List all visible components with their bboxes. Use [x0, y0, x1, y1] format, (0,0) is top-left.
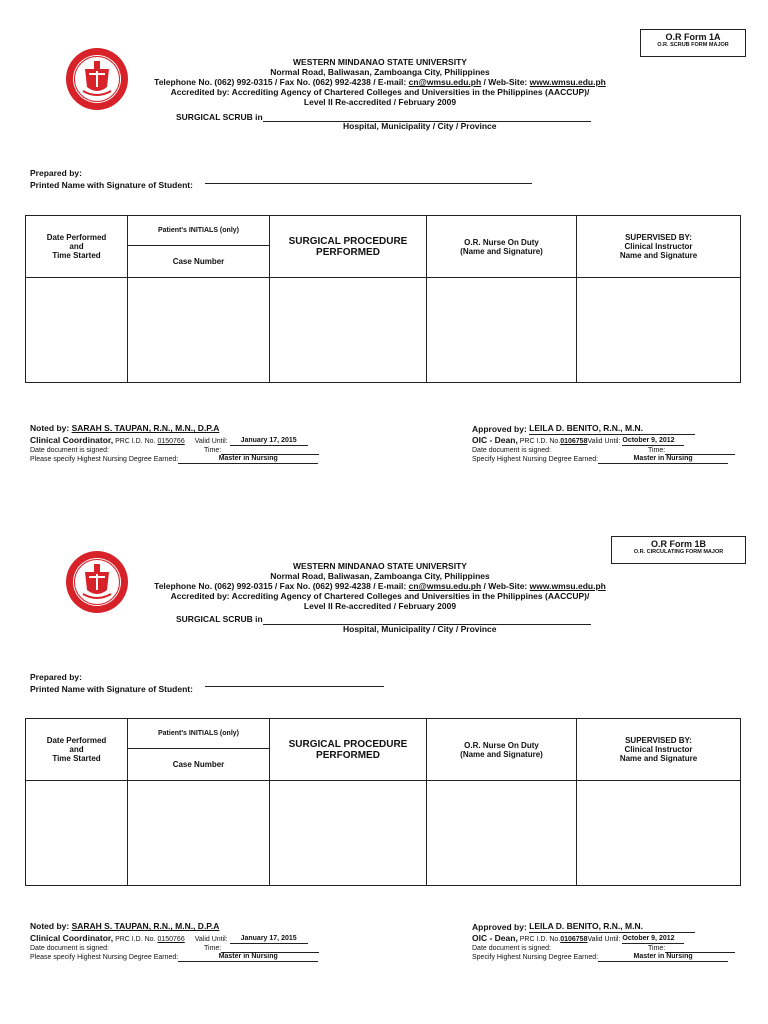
approved-name: LEILA D. BENITO, R.N., M.N.	[529, 424, 695, 435]
case-number-header: Case Number	[128, 246, 270, 278]
noted-valid-label: Valid Until:	[194, 936, 230, 943]
supervised-header	[577, 719, 741, 781]
nurse-line2: (Name and Signature)	[460, 749, 543, 759]
supervised-header	[577, 216, 741, 278]
col1-line3: Time Started	[52, 754, 101, 763]
contact-line	[150, 581, 610, 591]
approved-signed-label: Date document is signed:	[472, 447, 551, 454]
noted-prc: 0150766	[157, 438, 185, 445]
website-prefix: / Web-Site:	[481, 581, 530, 591]
procedure-line1: SURGICAL PROCEDURE	[288, 235, 408, 247]
approved-valid-label: Valid Until:	[587, 438, 623, 445]
date-time-header	[26, 719, 128, 781]
letterhead	[150, 57, 610, 107]
procedure-table	[25, 718, 741, 886]
noted-degree-label: Please specify Highest Nursing Degree Earned:	[30, 954, 179, 961]
case-number-cell[interactable]	[128, 781, 270, 886]
noted-name: SARAH S. TAUPAN, R.N., M.N., D.P.A	[71, 423, 220, 433]
procedure-line2: PERFORMED	[316, 749, 380, 761]
noted-name: SARAH S. TAUPAN, R.N., M.N., D.P.A	[71, 921, 220, 931]
surgical-scrub-label: SURGICAL SCRUB in	[176, 112, 263, 122]
email-link[interactable]: cn@wmsu.edu.ph	[408, 581, 482, 591]
noted-valid-label: Valid Until:	[194, 438, 230, 445]
university-seal-icon	[65, 47, 129, 111]
noted-signed-label: Date document is signed:	[30, 945, 109, 952]
noted-signed-label: Date document is signed:	[30, 447, 109, 454]
website-link[interactable]: www.wmsu.edu.ph	[529, 77, 606, 87]
university-address: Normal Road, Baliwasan, Zamboanga City, Philippines	[270, 67, 490, 77]
university-seal-icon	[65, 550, 129, 614]
procedure-table	[25, 215, 741, 383]
form-subtitle: O.R. CIRCULATING FORM MAJOR	[633, 549, 724, 555]
approved-title: OIC - Dean,	[472, 933, 518, 943]
letterhead	[150, 561, 610, 611]
supervisor-cell[interactable]	[577, 278, 741, 383]
approved-prc-label: PRC I.D. No.	[517, 438, 561, 445]
approved-signed-label: Date document is signed:	[472, 945, 551, 952]
case-number-cell[interactable]	[128, 278, 270, 383]
noted-prc-label: PRC I.D. No.	[113, 438, 158, 445]
procedure-line2: PERFORMED	[316, 246, 380, 258]
student-signature-line[interactable]	[205, 686, 384, 687]
form-code: O.R Form 1A	[665, 32, 721, 42]
noted-label: Noted by:	[30, 921, 72, 931]
procedure-header	[270, 719, 427, 781]
approved-name: LEILA D. BENITO, R.N., M.N.	[529, 922, 695, 933]
form-subtitle: O.R. SCRUB FORM MAJOR	[657, 42, 729, 48]
website-link[interactable]: www.wmsu.edu.ph	[529, 581, 606, 591]
approved-degree: Master in Nursing	[598, 454, 728, 464]
approved-prc: 0106758	[560, 438, 588, 445]
printed-name-label: Printed Name with Signature of Student:	[30, 180, 193, 190]
noted-degree: Master in Nursing	[178, 952, 318, 962]
printed-name-label: Printed Name with Signature of Student:	[30, 684, 193, 694]
col1-line2: and	[69, 745, 84, 754]
nurse-cell[interactable]	[427, 781, 577, 886]
approved-by-block	[472, 922, 735, 961]
case-number-header: Case Number	[128, 749, 270, 781]
noted-title: Clinical Coordinator,	[30, 933, 114, 943]
form-code-box	[640, 29, 746, 57]
noted-degree: Master in Nursing	[178, 454, 318, 464]
noted-label: Noted by:	[30, 423, 72, 433]
procedure-cell[interactable]	[270, 278, 427, 383]
nurse-header	[427, 719, 577, 781]
email-link[interactable]: cn@wmsu.edu.ph	[408, 77, 482, 87]
approved-valid: October 9, 2012	[622, 436, 684, 446]
col1-line1: Date Performed	[46, 233, 107, 242]
accreditation-line-2: Level II Re-accredited / February 2009	[303, 601, 457, 611]
patient-initials-header: Patient's INITIALS (only)	[128, 719, 270, 749]
supervised-line1: SUPERVISED BY:	[625, 736, 692, 745]
procedure-header	[270, 216, 427, 278]
approved-time-label: Time:	[648, 945, 666, 952]
approved-time-label: Time:	[648, 447, 666, 454]
nurse-line1: O.R. Nurse On Duty	[464, 237, 539, 247]
form-code-box	[611, 536, 746, 564]
approved-label: Approved by:	[472, 424, 530, 434]
website-prefix: / Web-Site:	[481, 77, 530, 87]
procedure-line1: SURGICAL PROCEDURE	[288, 738, 408, 750]
approved-by-block	[472, 424, 735, 463]
noted-time-label: Time:	[204, 447, 222, 454]
noted-prc: 0150766	[157, 936, 185, 943]
noted-by-block	[30, 922, 319, 961]
noted-time-label: Time:	[204, 945, 222, 952]
noted-title: Clinical Coordinator,	[30, 435, 114, 445]
supervised-line2: Clinical Instructor	[624, 242, 693, 251]
approved-label: Approved by:	[472, 922, 530, 932]
noted-valid: January 17, 2015	[230, 934, 308, 944]
approved-valid: October 9, 2012	[622, 934, 684, 944]
approved-prc: 0106758	[560, 936, 588, 943]
supervised-line3: Name and Signature	[619, 251, 698, 260]
form-1a-section	[0, 0, 768, 500]
noted-degree-label: Please specify Highest Nursing Degree Earned:	[30, 456, 179, 463]
approved-title: OIC - Dean,	[472, 435, 518, 445]
contact-line	[150, 77, 610, 87]
supervised-line2: Clinical Instructor	[624, 745, 693, 754]
approved-degree: Master in Nursing	[598, 952, 728, 962]
university-address: Normal Road, Baliwasan, Zamboanga City, Philippines	[270, 571, 490, 581]
noted-by-block	[30, 424, 319, 463]
noted-valid: January 17, 2015	[230, 436, 308, 446]
approved-degree-label: Specify Highest Nursing Degree Earned:	[472, 456, 599, 463]
prepared-by-block	[30, 167, 193, 191]
prepared-by-block	[30, 671, 193, 695]
form-code: O.R Form 1B	[650, 539, 706, 549]
approved-degree-label: Specify Highest Nursing Degree Earned:	[472, 954, 599, 961]
supervisor-cell[interactable]	[577, 781, 741, 886]
contact-prefix: Telephone No. (062) 992-0315 / Fax No. (062) 992-4238 / E-mail:	[154, 581, 409, 591]
student-signature-line[interactable]	[205, 183, 532, 184]
nurse-header	[427, 216, 577, 278]
surgical-scrub-label: SURGICAL SCRUB in	[176, 614, 263, 624]
hospital-caption: Hospital, Municipality / City / Province	[343, 121, 497, 131]
form-1b-section	[0, 500, 768, 1000]
noted-prc-label: PRC I.D. No.	[113, 936, 158, 943]
col1-line1: Date Performed	[46, 736, 107, 745]
date-time-cell[interactable]	[26, 278, 128, 383]
accreditation-line-1: Accredited by: Accrediting Agency of Chartered Colleges and Universities in the Philippines (AACCUP)/	[170, 87, 590, 97]
nurse-cell[interactable]	[427, 278, 577, 383]
approved-valid-label: Valid Until:	[587, 936, 623, 943]
prepared-by-label: Prepared by:	[30, 672, 82, 682]
procedure-cell[interactable]	[270, 781, 427, 886]
col1-line2: and	[69, 242, 84, 251]
prepared-by-label: Prepared by:	[30, 168, 82, 178]
supervised-line1: SUPERVISED BY:	[625, 233, 692, 242]
col1-line3: Time Started	[52, 251, 101, 260]
patient-initials-header: Patient's INITIALS (only)	[128, 216, 270, 246]
accreditation-line-1: Accredited by: Accrediting Agency of Chartered Colleges and Universities in the Philippines (AACCUP)/	[170, 591, 590, 601]
university-name: WESTERN MINDANAO STATE UNIVERSITY	[293, 57, 467, 67]
supervised-line3: Name and Signature	[619, 754, 698, 763]
hospital-caption: Hospital, Municipality / City / Province	[343, 624, 497, 634]
nurse-line2: (Name and Signature)	[460, 246, 543, 256]
nurse-line1: O.R. Nurse On Duty	[464, 740, 539, 750]
date-time-cell[interactable]	[26, 781, 128, 886]
accreditation-line-2: Level II Re-accredited / February 2009	[303, 97, 457, 107]
contact-prefix: Telephone No. (062) 992-0315 / Fax No. (062) 992-4238 / E-mail:	[154, 77, 409, 87]
date-time-header	[26, 216, 128, 278]
approved-prc-label: PRC I.D. No.	[517, 936, 561, 943]
university-name: WESTERN MINDANAO STATE UNIVERSITY	[293, 561, 467, 571]
